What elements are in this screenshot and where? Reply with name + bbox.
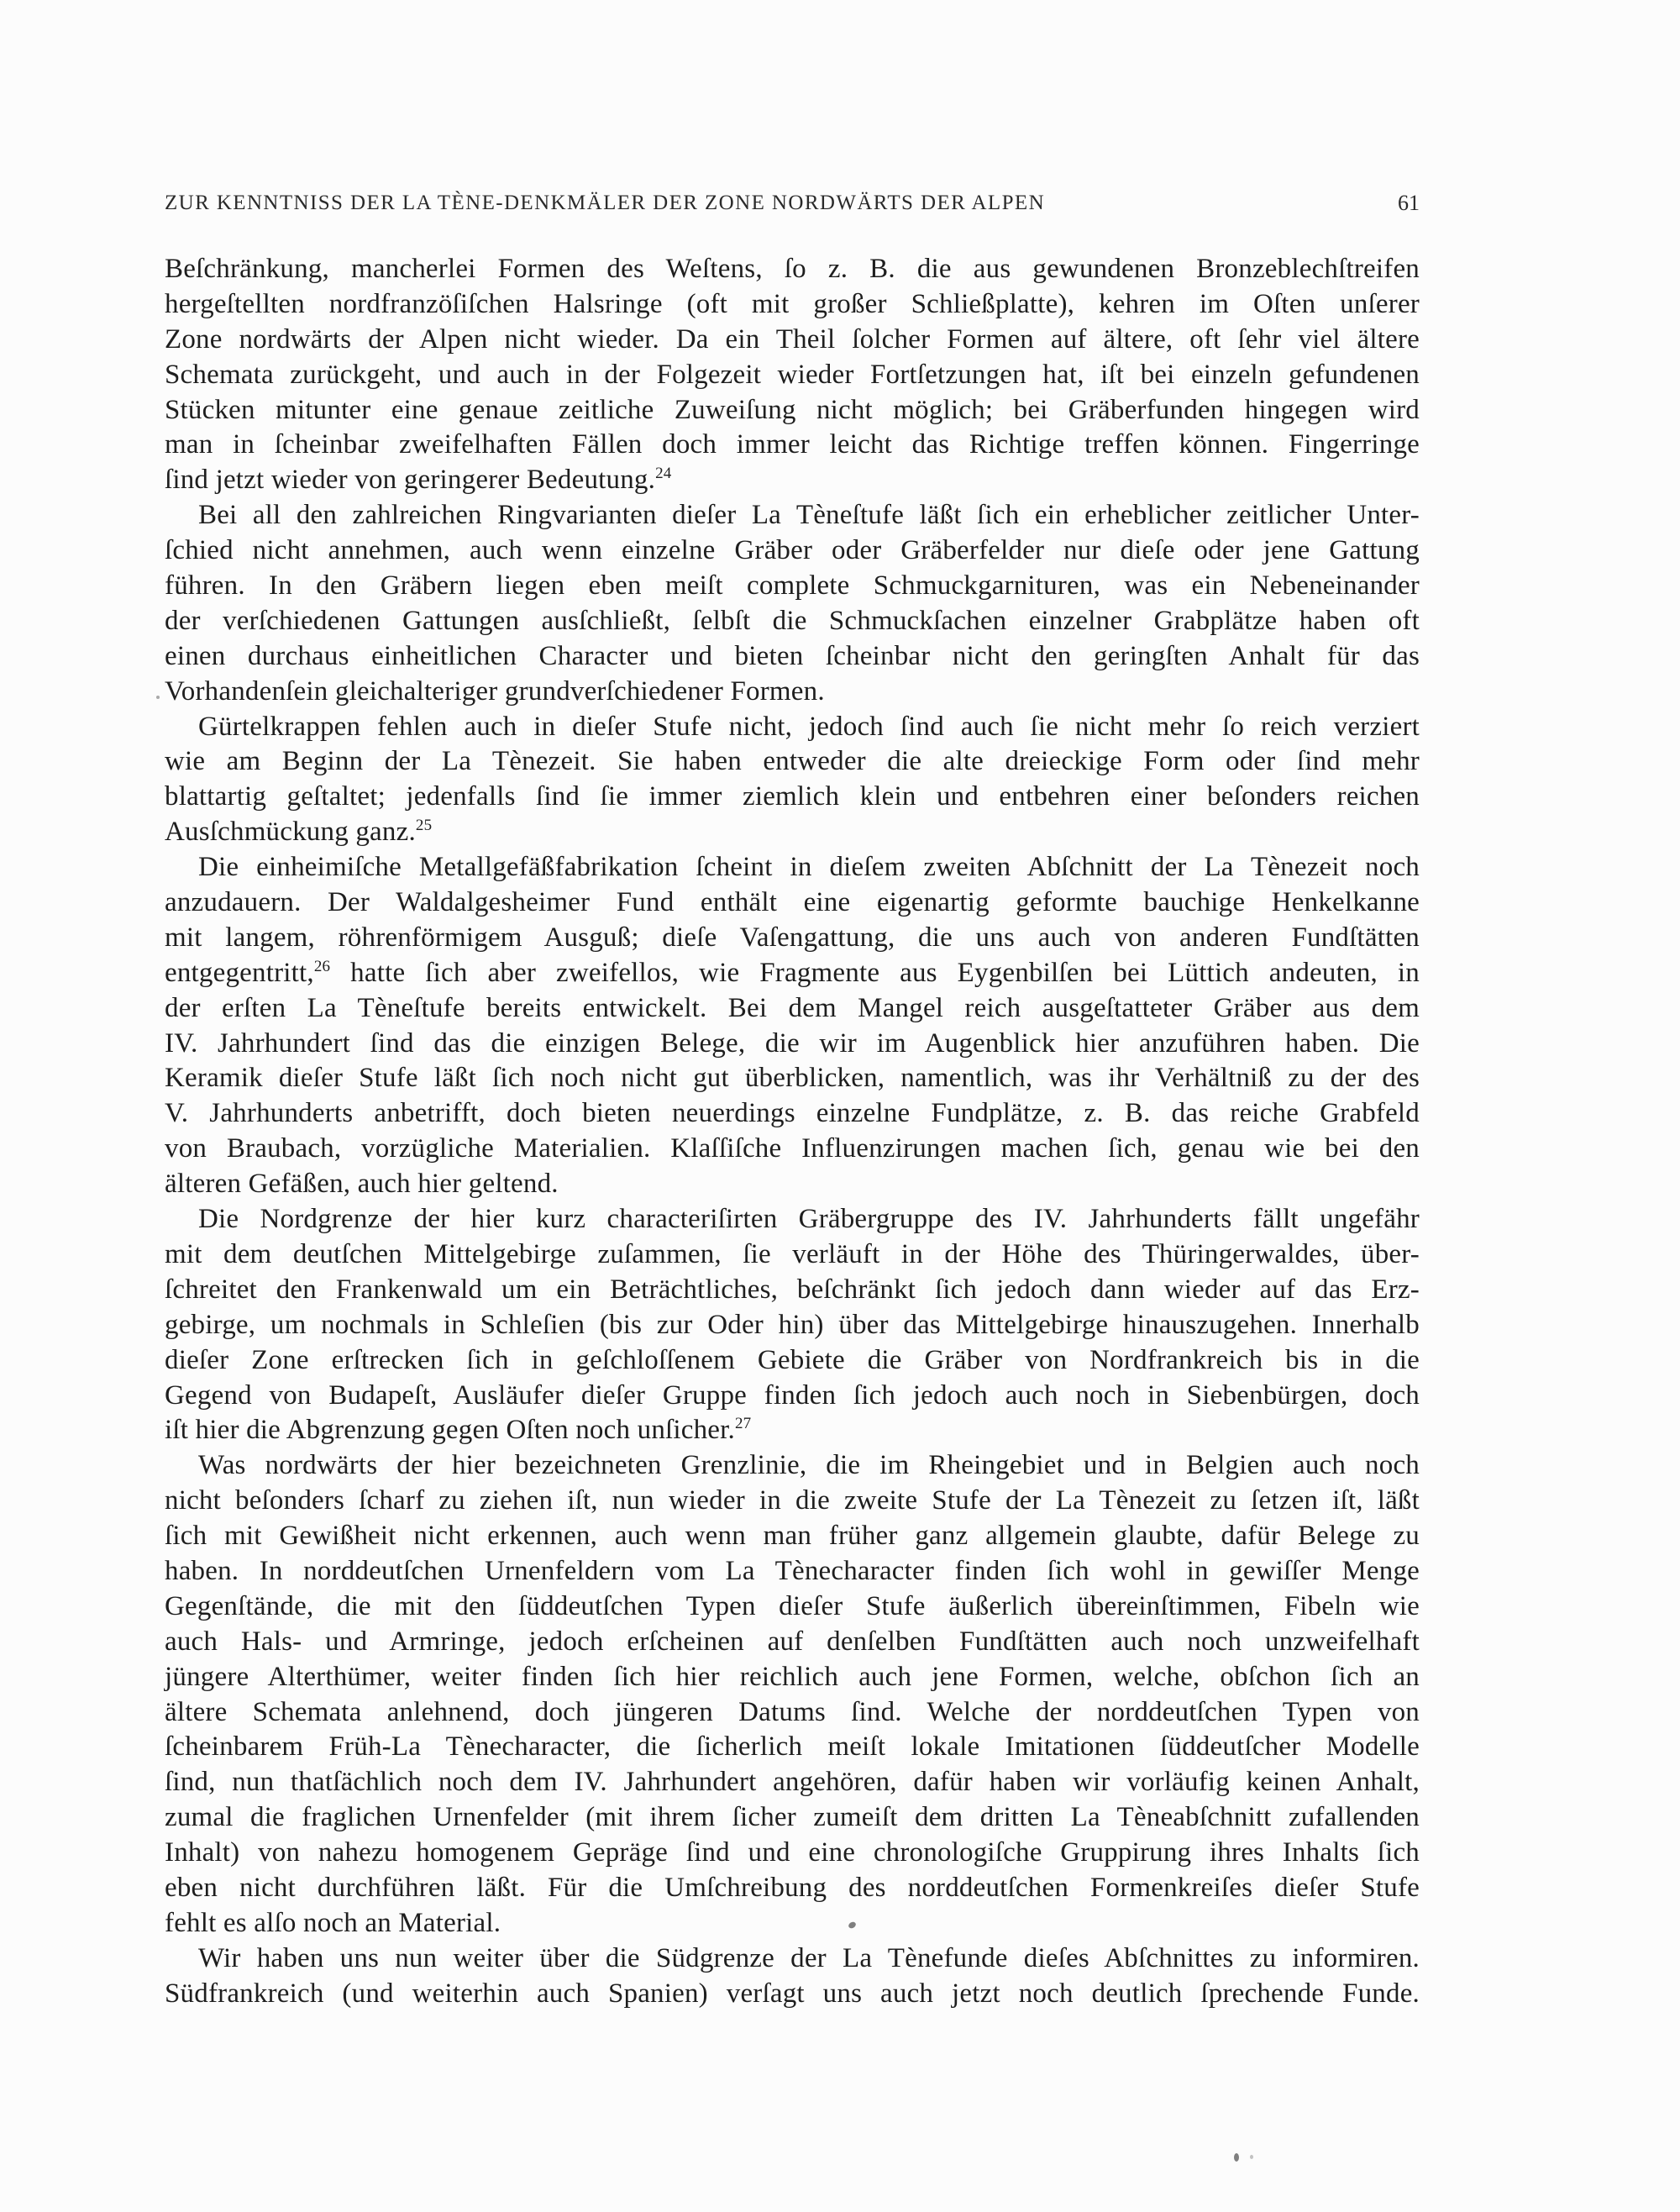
text-line: führen. In den Gräbern liegen eben meiſt complete Schmuckgarnituren, was ein Nebeneinander bbox=[165, 570, 1420, 602]
text-line: ſind jetzt wieder von geringerer Bedeutung.$^{24}$ bbox=[165, 465, 672, 496]
text-line: Gegenſtände, die mit den ſüddeutſchen Typen dieſer Stufe äußerlich übereinſtimmen, Fibeln wie bbox=[165, 1590, 1420, 1621]
footnote-marker: 25 bbox=[415, 817, 433, 835]
text-line: Inhalt) von nahezu homogenem Gepräge ſind und eine chronologiſche Gruppirung ihres Inhalts ſich bbox=[165, 1837, 1420, 1868]
body-text bbox=[165, 252, 1420, 2012]
paragraph bbox=[165, 1941, 1420, 2012]
text-line: älteren Gefäßen, auch hier geltend. bbox=[165, 1169, 559, 1200]
text-line: Die Nordgrenze der hier kurz characteriſirten Gräbergruppe des IV. Jahrhunderts fällt ungefähr bbox=[198, 1204, 1420, 1235]
text-line: anzudauern. Der Waldalgesheimer Fund enthält eine eigenartig geformte bauchige Henkelkanne bbox=[165, 887, 1420, 918]
paragraph bbox=[165, 710, 1420, 851]
text-line: Wir haben uns nun weiter über die Südgrenze der La Tènefunde dieſes Abſchnittes zu informiren. bbox=[198, 1942, 1420, 1973]
text-line: Was nordwärts der hier bezeichneten Grenzlinie, die im Rheingebiet und in Belgien auch noch bbox=[198, 1450, 1420, 1481]
text-line: Gegend von Budapeſt, Ausläufer dieſer Gruppe finden ſich jedoch auch noch in Siebenbürgen, doch bbox=[165, 1379, 1420, 1411]
page-number: 61 bbox=[1398, 191, 1420, 215]
text-line: man in ſcheinbar zweifelhaften Fällen doch immer leicht das Richtige treffen können. Fingerringe bbox=[165, 429, 1420, 460]
footnote-marker: 27 bbox=[734, 1415, 752, 1433]
text-line: eben nicht durchführen läßt. Für die Umſchreibung des norddeutſchen Formenkreiſes dieſer Stufe bbox=[165, 1872, 1420, 1903]
text-line: Keramik dieſer Stufe läßt ſich noch nicht gut überblicken, namentlich, was ihr Verhältniß zu der des bbox=[165, 1063, 1420, 1094]
footnote-marker: 24 bbox=[655, 465, 672, 483]
text-line: einen durchaus einheitlichen Character und bieten ſcheinbar nicht den geringſten Anhalt für das bbox=[165, 640, 1420, 671]
text-line: auch Hals- und Armringe, jedoch erſcheinen auf denſelben Fundſtätten auch noch unzweifelhaft bbox=[165, 1626, 1420, 1657]
text-line: ſich mit Gewißheit nicht erkennen, auch wenn man früher ganz allgemein glaubte, dafür Belege zu bbox=[165, 1521, 1420, 1552]
text-line: Ausſchmückung ganz.$^{25}$ bbox=[165, 817, 433, 848]
running-head-title: ZUR KENNTNISS DER LA TÈNE-DENKMÄLER DER ZONE NORDWÄRTS DER ALPEN bbox=[165, 192, 1046, 214]
text-line: ſind, nun thatſächlich noch dem IV. Jahrhundert angehören, dafür haben wir vorläufig keinen Anhalt, bbox=[165, 1767, 1420, 1798]
text-line: zumal die fraglichen Urnenfelder (mit ihrem ſicher zumeiſt dem dritten La Tèneabſchnitt zufallenden bbox=[165, 1802, 1420, 1833]
text-line: entgegentritt,$^{26}$ hatte ſich aber zweifellos, wie Fragmente aus Eygenbilſen bei Lüttich andeuten, in bbox=[165, 957, 1420, 988]
text-line: IV. Jahrhundert ſind das die einzigen Belege, die wir im Augenblick hier anzuführen haben. Die bbox=[165, 1027, 1420, 1059]
text-line: von Braubach, vorzügliche Materialien. Klaſſiſche Influenzirungen machen ſich, genau wie bei den bbox=[165, 1133, 1420, 1164]
text-line: der erſten La Tèneſtufe bereits entwickelt. Bei dem Mangel reich ausgeſtatteter Gräber aus dem bbox=[165, 992, 1420, 1023]
text-line: ſcheinbarem Früh-La Tènecharacter, die ſicherlich meiſt lokale Imitationen ſüddeutſcher Modelle bbox=[165, 1731, 1420, 1763]
text-line: Gürtelkrappen fehlen auch in dieſer Stufe nicht, jedoch ſind auch ſie nicht mehr ſo reich verziert bbox=[198, 711, 1420, 742]
text-line: Die einheimiſche Metallgefäßfabrikation ſcheint in dieſem zweiten Abſchnitt der La Tènezeit noch bbox=[198, 852, 1420, 883]
text-line: Stücken mitunter eine genaue zeitliche Zuweiſung nicht möglich; bei Gräberfunden hingegen wird bbox=[165, 394, 1420, 425]
text-line: ältere Schemata anlehnend, doch jüngeren Datums ſind. Welche der norddeutſchen Typen von bbox=[165, 1696, 1420, 1727]
text-line: gebirge, um nochmals in Schleſien (bis zur Oder hin) über das Mittelgebirge hinauszugehen. Innerhalb bbox=[165, 1309, 1420, 1340]
paragraph bbox=[165, 1448, 1420, 1941]
text-line: Beſchränkung, mancherlei Formen des Weſtens, ſo z. B. die aus gewundenen Bronzeblechſtreifen bbox=[165, 254, 1420, 284]
scan-speck bbox=[1234, 2153, 1239, 2162]
text-line: Südfrankreich (und weiterhin auch Spanien) verſagt uns auch jetzt noch deutlich ſprechende Funde. bbox=[165, 1978, 1420, 2009]
paragraph bbox=[165, 498, 1420, 709]
text-line: V. Jahrhunderts anbetrifft, doch bieten neuerdings einzelne Fundplätze, z. B. das reiche Grabfeld bbox=[165, 1098, 1420, 1129]
text-line: blattartig geſtaltet; jedenfalls ſind ſie immer ziemlich klein und entbehren einer beſonders reichen bbox=[165, 781, 1420, 812]
text-line: der verſchiedenen Gattungen ausſchließt, ſelbſt die Schmuckſachen einzelner Grabplätze haben oft bbox=[165, 605, 1420, 636]
text-line: Vorhandenſein gleichalteriger grundverſchiedener Formen. bbox=[165, 675, 825, 707]
text-line: ſchreitet den Frankenwald um ein Beträchtliches, beſchränkt ſich jedoch dann wieder auf das Erz- bbox=[165, 1274, 1420, 1305]
scan-speck bbox=[1250, 2155, 1253, 2159]
scan-speck bbox=[156, 696, 160, 699]
paragraph bbox=[165, 252, 1420, 498]
text-line: Zone nordwärts der Alpen nicht wieder. Da ein Theil ſolcher Formen auf ältere, oft ſehr viel ältere bbox=[165, 323, 1420, 355]
text-line: hergeſtellten nordfranzöſiſchen Halsringe (oft mit großer Schließplatte), kehren im Oſten unſerer bbox=[165, 288, 1420, 319]
text-line: dieſer Zone erſtrecken ſich in geſchloſſenem Gebiete die Gräber von Nordfrankreich bis in die bbox=[165, 1344, 1420, 1375]
text-line: jüngere Alterthümer, weiter finden ſich hier reichlich auch jene Formen, welche, obſchon ſich an bbox=[165, 1661, 1420, 1692]
text-line: Bei all den zahlreichen Ringvarianten dieſer La Tèneſtufe läßt ſich ein erheblicher zeitlicher Unter- bbox=[198, 500, 1420, 531]
text-line: Schemata zurückgeht, und auch in der Folgezeit wieder Fortſetzungen hat, iſt bei einzeln gefundenen bbox=[165, 359, 1420, 390]
text-line: ſchied nicht annehmen, auch wenn einzelne Gräber oder Gräberfelder nur dieſe oder jene Gattung bbox=[165, 535, 1420, 566]
paragraph bbox=[165, 1202, 1420, 1448]
paragraph bbox=[165, 850, 1420, 1202]
footnote-marker: 26 bbox=[313, 957, 331, 975]
text-line: nicht beſonders ſcharf zu ziehen iſt, nun wieder in die zweite Stufe der La Tènezeit zu ſetzen iſt, läßt bbox=[165, 1485, 1420, 1516]
text-line: mit dem deutſchen Mittelgebirge zuſammen, ſie verläuft in der Höhe des Thüringerwaldes, über- bbox=[165, 1238, 1420, 1269]
text-line: iſt hier die Abgrenzung gegen Oſten noch unſicher.$^{27}$ bbox=[165, 1415, 752, 1446]
text-line: wie am Beginn der La Tènezeit. Sie haben entweder die alte dreieckige Form oder ſind mehr bbox=[165, 746, 1420, 777]
text-line: mit langem, röhrenförmigem Ausguß; dieſe Vaſengattung, die uns auch von anderen Fundſtätten bbox=[165, 922, 1420, 953]
running-head bbox=[165, 187, 1420, 220]
text-line: fehlt es alſo noch an Material. bbox=[165, 1907, 501, 1938]
text-line: haben. In norddeutſchen Urnenfeldern vom La Tènecharacter finden ſich wohl in gewiſſer Menge bbox=[165, 1555, 1420, 1586]
